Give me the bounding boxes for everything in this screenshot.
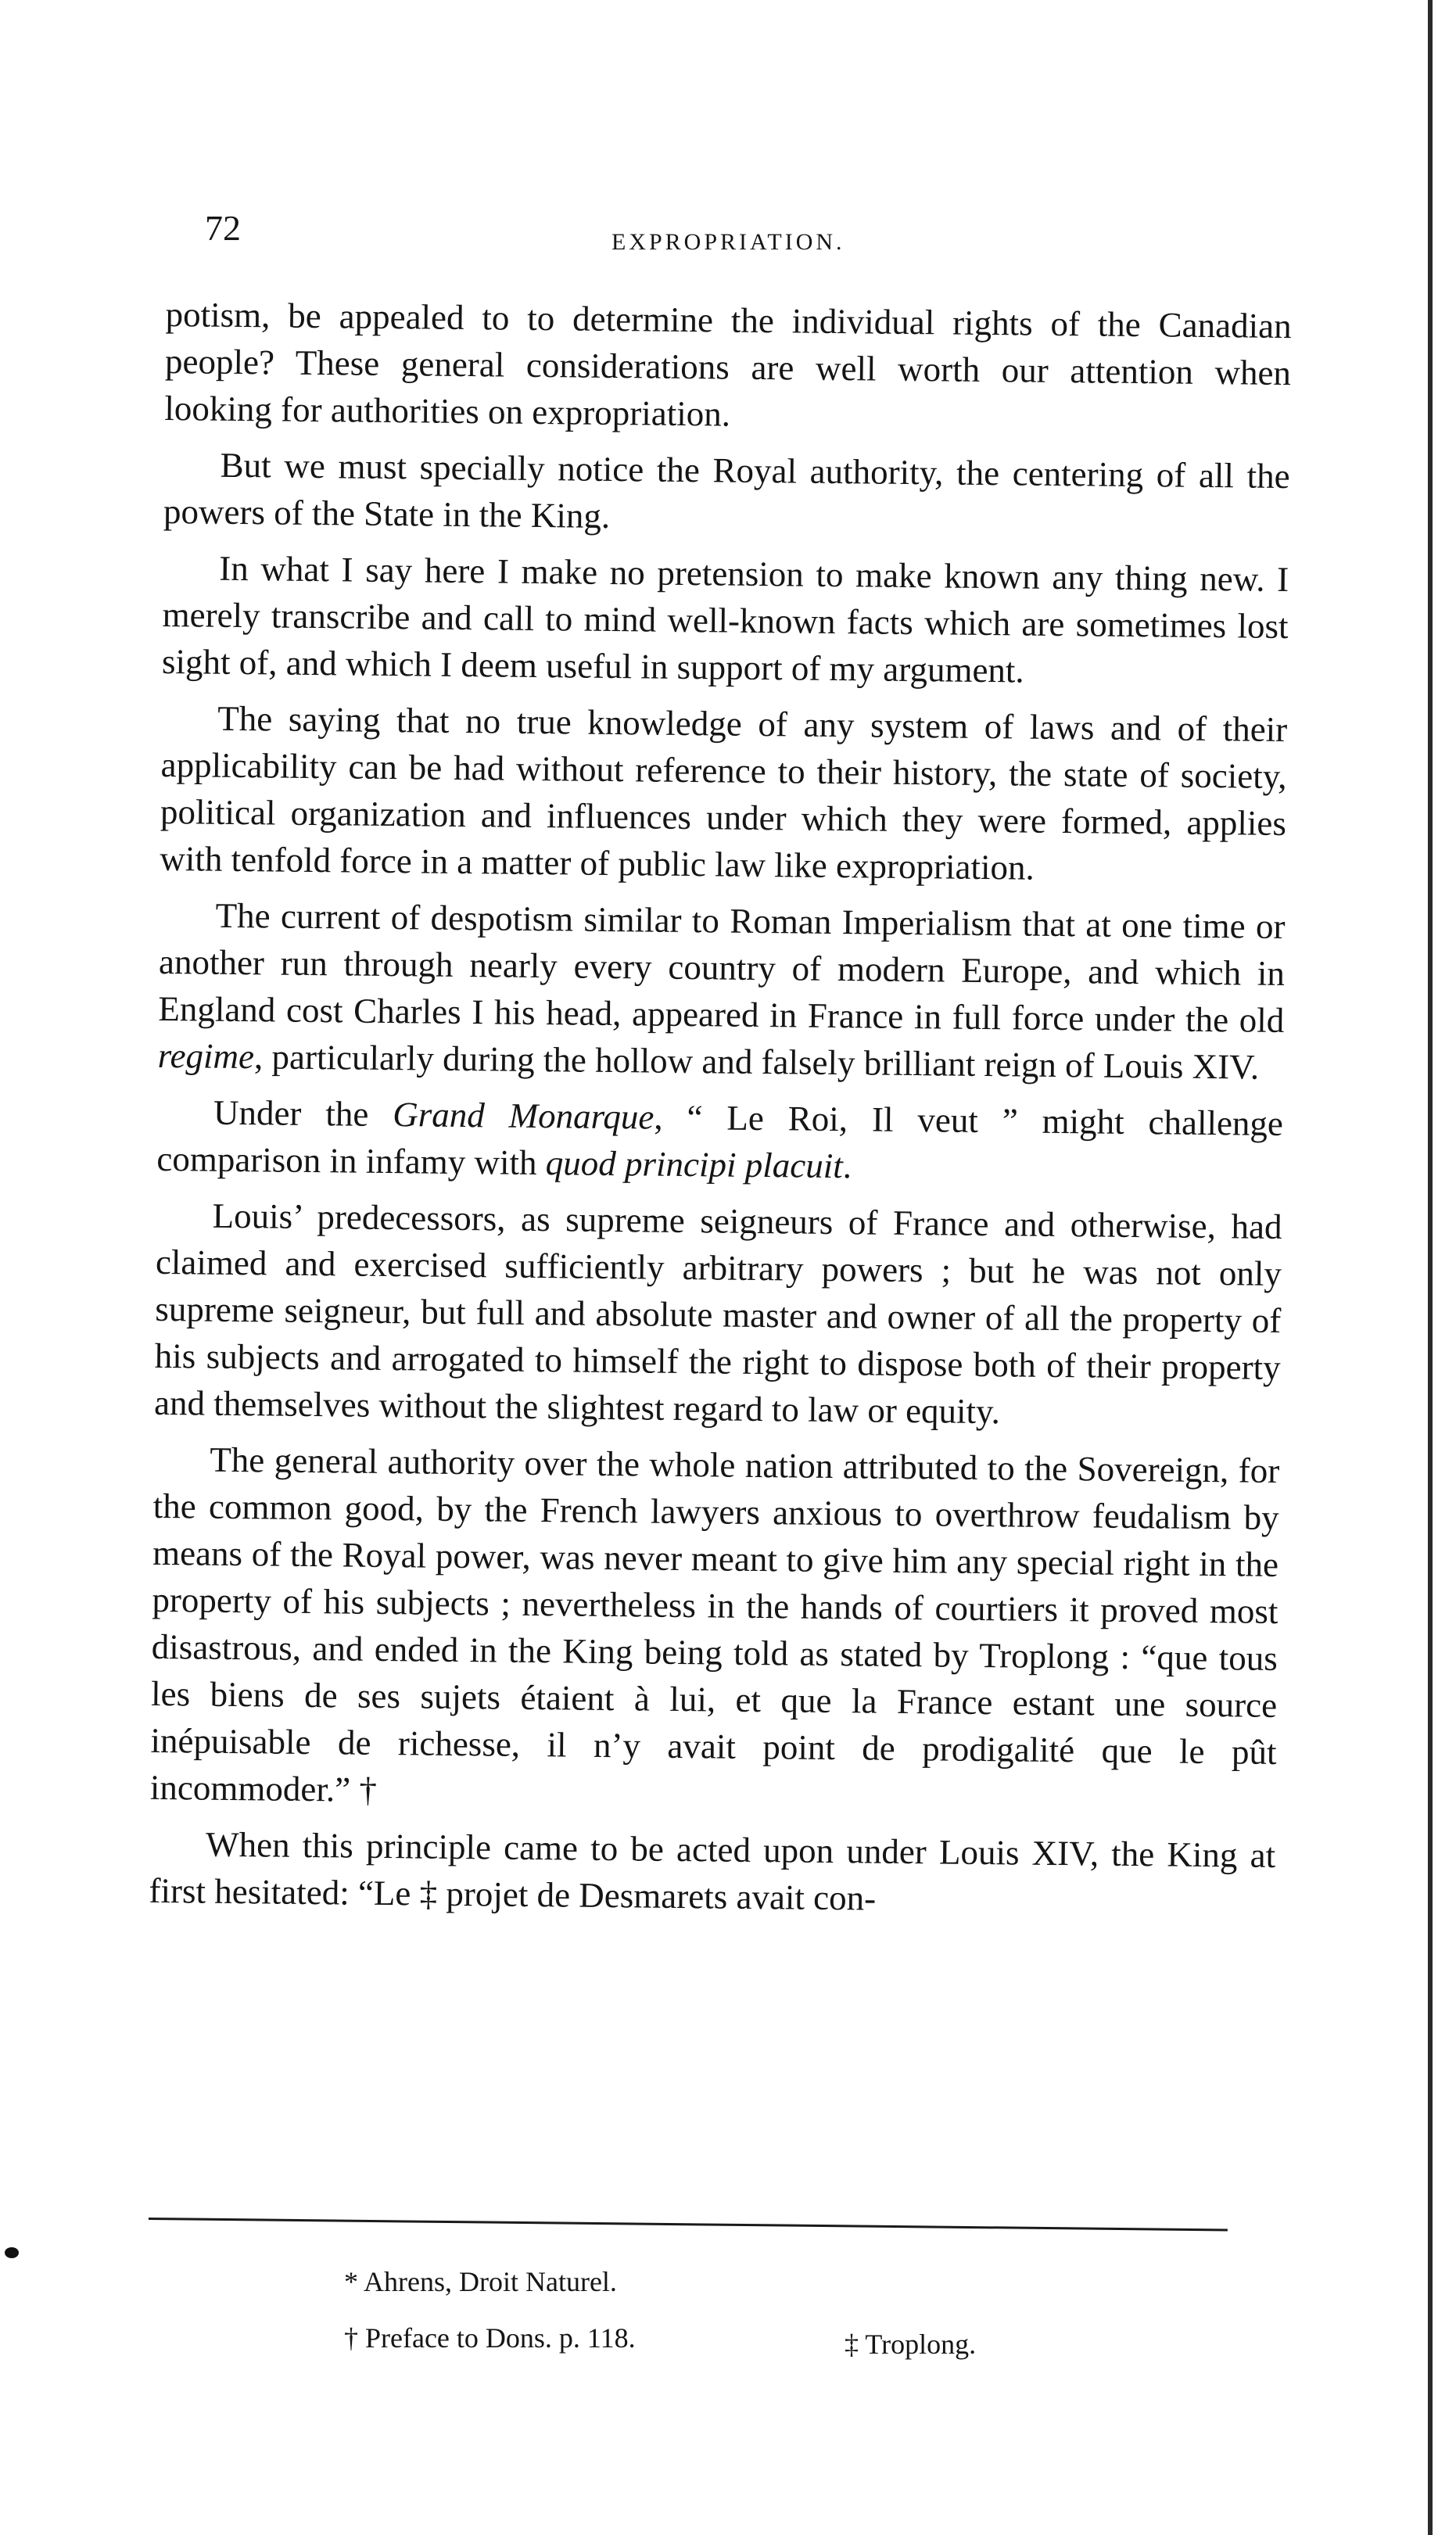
page-number: 72	[205, 208, 241, 248]
page-edge-shadow	[1428, 0, 1433, 2535]
paragraph: The saying that no true knowledge of any system of laws and of their applicability can be had without reference to their history, the state of society, political organization and influences under which they were formed, applies with tenfold force in a matter of public law like expropriation.	[160, 698, 1288, 887]
paragraph: potism, be appealed to to determine the individual rights of the Canadian people? These general considerations are well worth our attention when looking for authorities on expropriation.	[164, 294, 1292, 434]
footnote-troplong: ‡ Troplong.	[845, 2329, 977, 2360]
paragraph: But we must specially notice the Royal authority, the centering of all the powers of the State in the King.	[163, 445, 1290, 536]
footnote-divider	[149, 2218, 1228, 2231]
scan-blemish	[5, 2247, 19, 2258]
footnote-line	[344, 2254, 1204, 2310]
footnote-line	[344, 2310, 1204, 2366]
paragraph: Louis’ predecessors, as supreme seigneurs of France and otherwise, had claimed and exercised sufficiently arbitrary powers ; but he was not only supreme seigneur, but full and absolute master and owner of all the property of his subjects and arrogated to himself the right to dispose both of their property and themselves without the slightest regard to law or equity.	[153, 1196, 1282, 1432]
footnote-ahrens: * Ahrens, Droit Naturel.	[344, 2266, 617, 2297]
paragraph: The general authority over the whole nation attributed to the Sovereign, for the common good, by the French lawyers anxious to overthrow feudalism by means of the Royal power, was never meant to give him any special right in the property of his subjects ; nevertheless in the hands of courtiers it proved most disastrous, and ended in the King being told as stated by Troplong : “que tous les biens de ses sujets étaient à lui, et que la France estant une source inépuisable de richesse, il n’y avait point de prodigalité que le pût incommoder.” †	[149, 1440, 1280, 1809]
running-head: EXPROPRIATION.	[611, 229, 845, 255]
footnote-preface: † Preface to Dons. p. 118.	[344, 2322, 636, 2354]
paragraph: The current of despotism similar to Roman Imperialism that at one time or another run through nearly every country of modern Europe, and which in England cost Charles I his head, appeared in France in full force under the old regime, particularly during the hollow and falsely brilliant reign of Louis XIV.	[157, 895, 1286, 1087]
body-text	[149, 291, 1292, 1935]
paragraph: Under the Grand Monarque, “ Le Roi, Il veut ” might challenge comparison in infamy with quod principi placuit.	[156, 1092, 1284, 1186]
paragraph: When this principle came to be acted upon under Louis XIV, the King at first hesitated: “Le ‡ projet de Desmarets avait con-	[149, 1824, 1276, 1918]
paragraph: In what I say here I make no pretension to make known any thing new. I merely transcribe and call to mind well-known facts which are sometimes lost sight of, and which I deem useful in support of my argument.	[161, 548, 1289, 690]
footnotes	[344, 2254, 1204, 2366]
page-header	[205, 205, 1253, 267]
